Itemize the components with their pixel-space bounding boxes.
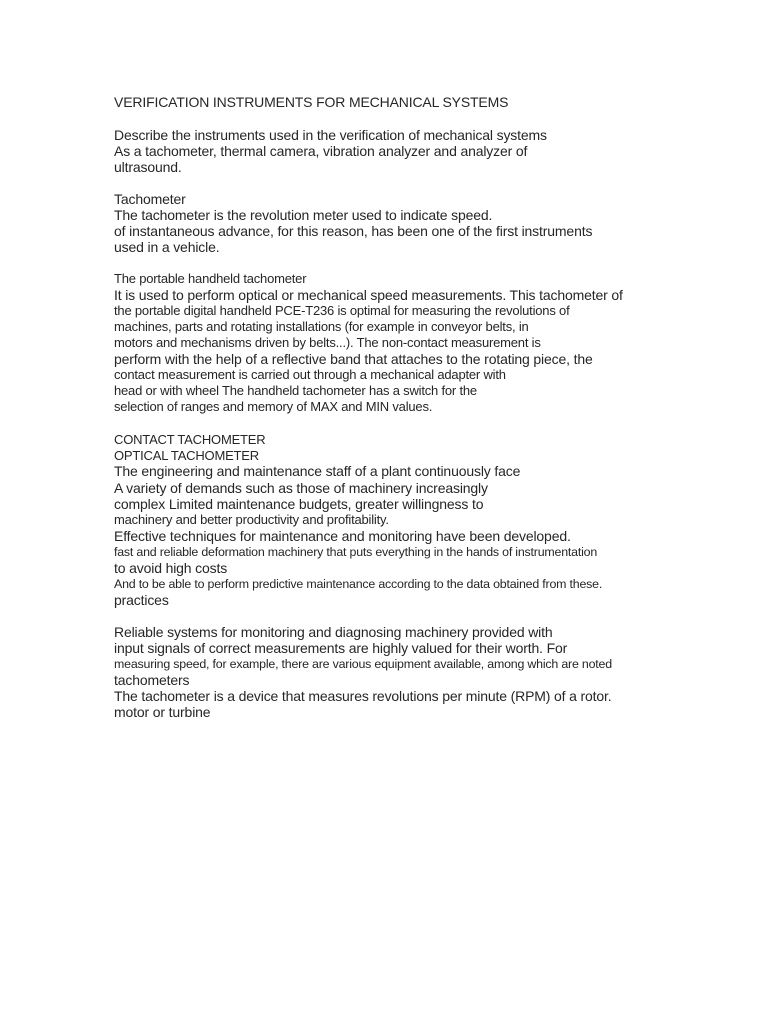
tachometer-line: used in a vehicle.	[114, 239, 220, 255]
tachometer-line: of instantaneous advance, for this reason, has been one of the first instruments	[114, 223, 593, 239]
portable-line: perform with the help of a reflective band that attaches to the rotating piece, the	[114, 351, 593, 367]
portable-line: the portable digital handheld PCE-T236 is optimal for measuring the revolutions of	[114, 303, 570, 318]
tachometer-line: The tachometer is the revolution meter used to indicate speed.	[114, 207, 493, 223]
document-title: VERIFICATION INSTRUMENTS FOR MECHANICAL SYSTEMS	[114, 94, 509, 110]
portable-line: It is used to perform optical or mechanical speed measurements. This tachometer of	[114, 287, 623, 303]
types-line: fast and reliable deformation machinery that puts everything in the hands of instrumentation	[114, 545, 598, 559]
types-line: And to be able to perform predictive maintenance according to the data obtained from these.	[114, 577, 603, 591]
intro-line: Describe the instruments used in the verification of mechanical systems	[114, 127, 547, 143]
portable-line: head or with wheel The handheld tachometer has a switch for the	[114, 383, 477, 398]
monitoring-line: measuring speed, for example, there are various equipment available, among which are noted	[114, 657, 612, 671]
monitoring-line: motor or turbine	[114, 704, 211, 720]
portable-line: machines, parts and rotating installations (for example in conveyor belts, in	[114, 319, 529, 334]
types-line: practices	[114, 592, 169, 608]
optical-tachometer-heading: OPTICAL TACHOMETER	[114, 448, 259, 463]
monitoring-line: The tachometer is a device that measures revolutions per minute (RPM) of a rotor.	[114, 688, 612, 704]
types-line: The engineering and maintenance staff of a plant continuously face	[114, 463, 521, 479]
contact-tachometer-heading: CONTACT TACHOMETER	[114, 432, 266, 447]
types-line: Effective techniques for maintenance and monitoring have been developed.	[114, 528, 571, 544]
types-line: complex Limited maintenance budgets, greater willingness to	[114, 496, 484, 512]
intro-line: As a tachometer, thermal camera, vibration analyzer and analyzer of	[114, 143, 528, 159]
monitoring-line: tachometers	[114, 672, 190, 688]
intro-line: ultrasound.	[114, 159, 182, 175]
portable-line: contact measurement is carried out through a mechanical adapter with	[114, 367, 506, 382]
monitoring-line: input signals of correct measurements are highly valued for their worth. For	[114, 640, 568, 656]
types-line: A variety of demands such as those of machinery increasingly	[114, 480, 488, 496]
portable-line: selection of ranges and memory of MAX and MIN values.	[114, 399, 433, 414]
types-line: to avoid high costs	[114, 560, 228, 576]
types-line: machinery and better productivity and profitability.	[114, 512, 389, 527]
tachometer-heading: Tachometer	[114, 191, 186, 207]
monitoring-line: Reliable systems for monitoring and diagnosing machinery provided with	[114, 624, 553, 640]
portable-heading: The portable handheld tachometer	[114, 271, 307, 286]
portable-line: motors and mechanisms driven by belts...). The non-contact measurement is	[114, 335, 541, 350]
